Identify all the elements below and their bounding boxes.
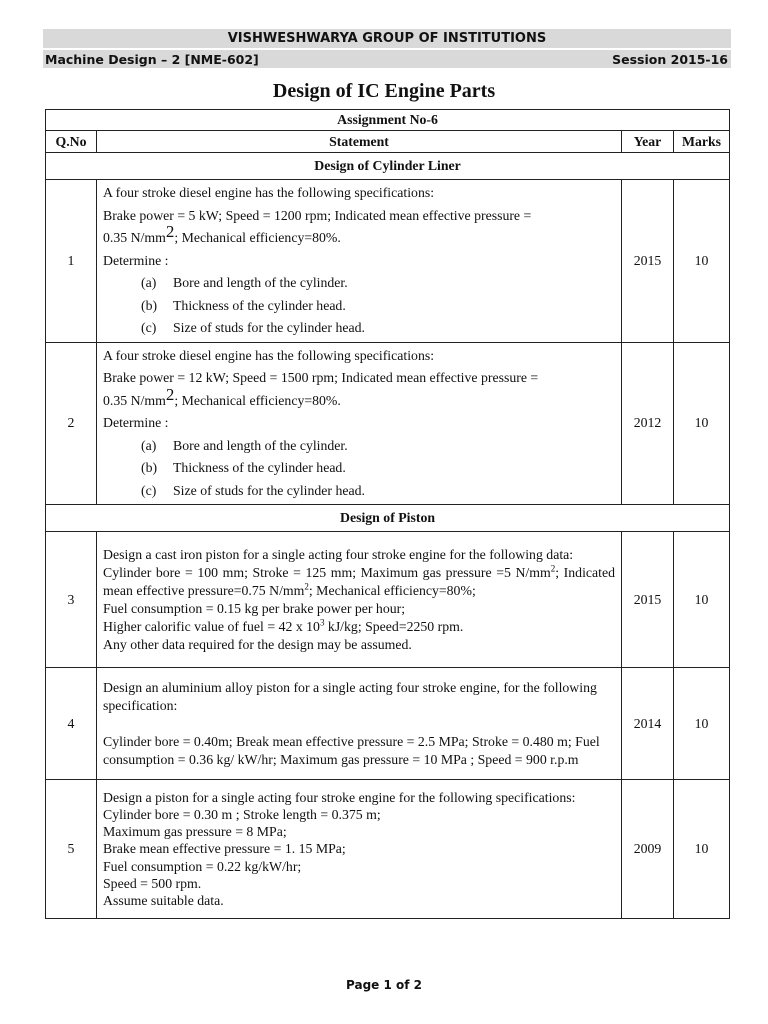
table-row <box>46 780 730 919</box>
assignment-table <box>45 109 730 919</box>
superscript: 2 <box>550 562 556 573</box>
superscript: 3 <box>319 616 325 627</box>
statement-line: Cylinder bore = 0.40m; Break mean effective pressure = 2.5 MPa; Stroke = 0.480 m; Fuel consumption = 0.36 kg/ kW/hr; Maximum gas pressure = 10 MPa ; Speed = 900 r.p.m <box>103 733 600 767</box>
question-marks: 10 <box>674 180 730 343</box>
statement-line: Fuel consumption = 0.22 kg/kW/hr; <box>103 858 302 874</box>
col-qno: Q.No <box>46 131 97 153</box>
section-title: Design of Piston <box>46 505 730 532</box>
statement-text: ; Mechanical efficiency=80%. <box>174 230 341 245</box>
statement-text: Cylinder bore = 100 mm; Stroke = 125 mm; Maximum gas pressure =5 N/mm <box>103 564 551 580</box>
col-marks: Marks <box>674 131 730 153</box>
statement-text: Indicated mean effective pressure=0.75 N/mm <box>103 564 615 598</box>
option-text: Thickness of the cylinder head. <box>173 297 346 313</box>
session-label: Session 2015-16 <box>612 52 728 67</box>
question-marks: 10 <box>674 668 730 780</box>
option-text: Bore and length of the cylinder. <box>173 275 348 290</box>
question-statement <box>97 532 622 668</box>
question-number: 4 <box>46 668 97 780</box>
question-statement <box>97 668 622 780</box>
option-label: (a) <box>141 437 157 453</box>
section-title: Design of Cylinder Liner <box>46 153 730 180</box>
course-header <box>43 50 731 68</box>
statement-line: Brake power = 12 kW; Speed = 1500 rpm; Indicated mean effective pressure = <box>103 370 539 385</box>
page-title: Design of IC Engine Parts <box>272 80 496 102</box>
option-label: (b) <box>141 297 158 313</box>
option-label: (b) <box>141 460 158 475</box>
superscript: 2 <box>165 384 175 404</box>
option-text: Size of studs for the cylinder head. <box>173 320 365 335</box>
option-item <box>103 457 615 480</box>
superscript: 2 <box>165 222 175 241</box>
option-item <box>103 272 615 295</box>
option-item <box>103 435 615 458</box>
statement-text: Higher calorific value of fuel = 42 x 10 <box>103 618 320 634</box>
statement-line: Determine : <box>103 415 169 430</box>
option-text: Thickness of the cylinder head. <box>173 460 346 475</box>
statement-line: Design a cast iron piston for a single acting four stroke engine for the following data: <box>103 546 574 562</box>
question-year: 2012 <box>622 342 674 505</box>
header-row <box>46 131 730 153</box>
statement-line: Assume suitable data. <box>103 893 224 908</box>
col-statement: Statement <box>97 131 622 153</box>
statement-line: Determine : <box>103 252 169 268</box>
question-statement <box>97 342 622 505</box>
statement-line: Speed = 500 rpm. <box>103 875 202 891</box>
statement-line: Design an aluminium alloy piston for a single acting four stroke engine, for the following specification: <box>103 679 597 713</box>
question-marks: 10 <box>674 780 730 919</box>
question-number: 2 <box>46 342 97 505</box>
spacer <box>103 715 615 733</box>
table-row <box>46 180 730 343</box>
option-text: Bore and length of the cylinder. <box>173 437 348 453</box>
statement-line: Design a piston for a single acting four stroke engine for the following specifications: <box>103 789 576 805</box>
question-marks: 10 <box>674 342 730 505</box>
table-row <box>46 532 730 668</box>
assignment-row <box>46 110 730 131</box>
statement-line <box>103 384 615 413</box>
statement-text: ; <box>555 564 560 580</box>
question-statement <box>97 180 622 343</box>
table-row <box>46 668 730 780</box>
statement-text: ; Mechanical efficiency=80%; <box>308 582 476 598</box>
statement-line: Any other data required for the design may be assumed. <box>103 636 412 652</box>
question-year: 2015 <box>622 180 674 343</box>
section-row <box>46 153 730 180</box>
statement-line: Maximum gas pressure = 8 MPa; <box>103 824 287 840</box>
statement-line: A four stroke diesel engine has the following specifications: <box>103 347 435 363</box>
statement-text: 0.35 N/mm <box>103 392 166 408</box>
statement-line <box>103 564 615 600</box>
option-label: (c) <box>141 482 157 498</box>
statement-line: Fuel consumption = 0.15 kg per brake power per hour; <box>103 600 406 616</box>
option-item <box>103 295 615 318</box>
question-statement <box>97 780 622 919</box>
question-year: 2009 <box>622 780 674 919</box>
superscript: 2 <box>304 580 309 591</box>
statement-line: Cylinder bore = 0.30 m ; Stroke length = 0.375 m; <box>103 806 381 822</box>
option-item <box>103 480 615 503</box>
statement-text: ; Mechanical efficiency=80%. <box>174 392 341 408</box>
institution-header: VISHWESHWARYA GROUP OF INSTITUTIONS <box>43 29 731 48</box>
question-marks: 10 <box>674 532 730 668</box>
assignment-title: Assignment No-6 <box>46 110 730 131</box>
question-year: 2015 <box>622 532 674 668</box>
option-label: (a) <box>141 275 157 290</box>
table-row <box>46 342 730 505</box>
question-number: 3 <box>46 532 97 668</box>
statement-line: Brake mean effective pressure = 1. 15 MPa; <box>103 841 346 857</box>
statement-text: 0.35 N/mm <box>103 230 166 245</box>
option-label: (c) <box>141 320 157 335</box>
statement-line <box>103 222 615 250</box>
course-code: Machine Design – 2 [NME-602] <box>45 52 259 67</box>
section-row <box>46 505 730 532</box>
page-number: Page 1 of 2 <box>346 978 422 992</box>
question-year: 2014 <box>622 668 674 780</box>
statement-line: A four stroke diesel engine has the following specifications: <box>103 185 435 200</box>
option-item <box>103 317 615 340</box>
statement-line: Brake power = 5 kW; Speed = 1200 rpm; Indicated mean effective pressure = <box>103 207 532 223</box>
statement-line <box>103 618 615 636</box>
col-year: Year <box>622 131 674 153</box>
question-number: 1 <box>46 180 97 343</box>
statement-text: kJ/kg; Speed=2250 rpm. <box>324 618 464 634</box>
option-text: Size of studs for the cylinder head. <box>173 482 365 498</box>
question-number: 5 <box>46 780 97 919</box>
